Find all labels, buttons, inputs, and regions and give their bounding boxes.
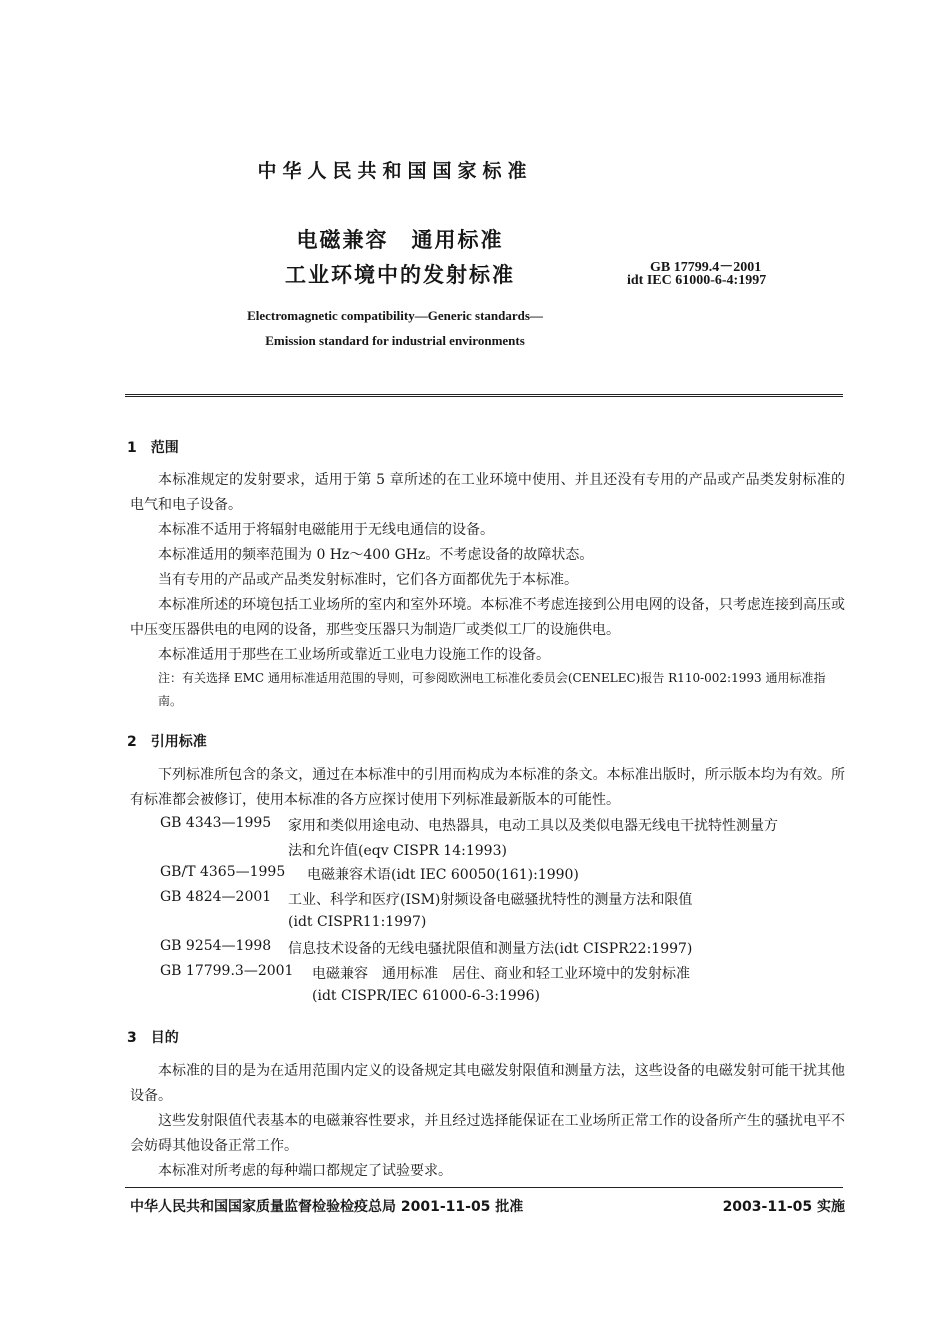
section-1-paragraph: 本标准适用于那些在工业场所或靠近工业电力设施工作的设备。	[158, 647, 550, 663]
implementation-date: 2003-11-05 实施	[722, 1199, 845, 1215]
reference-title: 家用和类似用途电动、电热器具，电动工具以及类似电器无线电干扰特性测量方	[288, 818, 778, 834]
section-2-heading: 2 引用标准	[127, 734, 207, 750]
section-1-paragraph: 本标准不适用于将辐射电磁能用于无线电通信的设备。	[158, 522, 494, 538]
section-3-heading: 3 目的	[127, 1030, 179, 1046]
gb-code: GB 17799.4－2001	[650, 260, 762, 275]
reference-code: GB 9254—1998	[160, 938, 272, 954]
english-title-line2: Emission standard for industrial environments	[265, 333, 525, 348]
reference-title: 信息技术设备的无线电骚扰限值和测量方法(idt CISPR22:1997)	[288, 941, 693, 957]
approval-line: 中华人民共和国国家质量监督检验检疫总局 2001-11-05 批准	[130, 1199, 524, 1215]
section-1-note: 注：有关选择 EMC 通用标准适用范围的导则，可参阅欧洲电工标准化委员会(CENELEC)报告 R110-002:1993 通用标准指南。	[158, 671, 826, 708]
standard-title-line2: 工业环境中的发射标准	[285, 263, 515, 287]
section-1-heading: 1 范围	[127, 440, 179, 456]
header-divider	[125, 394, 843, 397]
section-3-paragraph: 本标准对所考虑的每种端口都规定了试验要求。	[158, 1163, 452, 1179]
section-1-paragraph: 本标准所述的环境包括工业场所的室内和室外环境。本标准不考虑连接到公用电网的设备，只考虑连接到高压或中压变压器供电的电网的设备，那些变压器只为制造厂或类似工厂的设施供电。	[130, 597, 845, 638]
national-standard-title: 中华人民共和国国家标准	[257, 160, 533, 182]
reference-title-continued: (idt CISPR11:1997)	[288, 914, 427, 930]
reference-title-continued: (idt CISPR/IEC 61000-6-3:1996)	[312, 988, 541, 1004]
section-1-paragraph: 本标准规定的发射要求，适用于第 5 章所述的在工业环境中使用、并且还没有专用的产品或产品类发射标准的电气和电子设备。	[130, 472, 845, 513]
reference-title: 电磁兼容术语(idt IEC 60050(161):1990)	[307, 867, 579, 883]
reference-title: 工业、科学和医疗(ISM)射频设备电磁骚扰特性的测量方法和限值	[288, 892, 693, 908]
reference-code: GB/T 4365—1995	[160, 864, 286, 880]
section-1-paragraph: 本标准适用的频率范围为 0 Hz～400 GHz。不考虑设备的故障状态。	[158, 547, 594, 563]
section-1-paragraph: 当有专用的产品或产品类发射标准时，它们各方面都优先于本标准。	[158, 572, 578, 588]
reference-code: GB 4343—1995	[160, 815, 272, 831]
reference-title-continued: 法和允许值(eqv CISPR 14:1993)	[288, 843, 507, 859]
section-3-paragraph: 这些发射限值代表基本的电磁兼容性要求，并且经过选择能保证在工业场所正常工作的设备所产生的骚扰电平不会妨碍其他设备正常工作。	[130, 1113, 845, 1154]
footer-divider	[125, 1187, 843, 1188]
english-title-line1: Electromagnetic compatibility—Generic standards—	[247, 308, 543, 323]
standard-title-line1: 电磁兼容 通用标准	[296, 228, 504, 252]
section-2-intro: 下列标准所包含的条文，通过在本标准中的引用而构成为本标准的条文。本标准出版时，所示版本均为有效。所有标准都会被修订，使用本标准的各方应探讨使用下列标准最新版本的可能性。	[130, 767, 845, 808]
reference-code: GB 4824—2001	[160, 889, 272, 905]
reference-code: GB 17799.3—2001	[160, 963, 294, 979]
section-3-paragraph: 本标准的目的是为在适用范围内定义的设备规定其电磁发射限值和测量方法，这些设备的电磁发射可能干扰其他设备。	[130, 1063, 845, 1104]
iec-code: idt IEC 61000-6-4:1997	[627, 273, 767, 288]
reference-title: 电磁兼容 通用标准 居住、商业和轻工业环境中的发射标准	[312, 966, 690, 982]
